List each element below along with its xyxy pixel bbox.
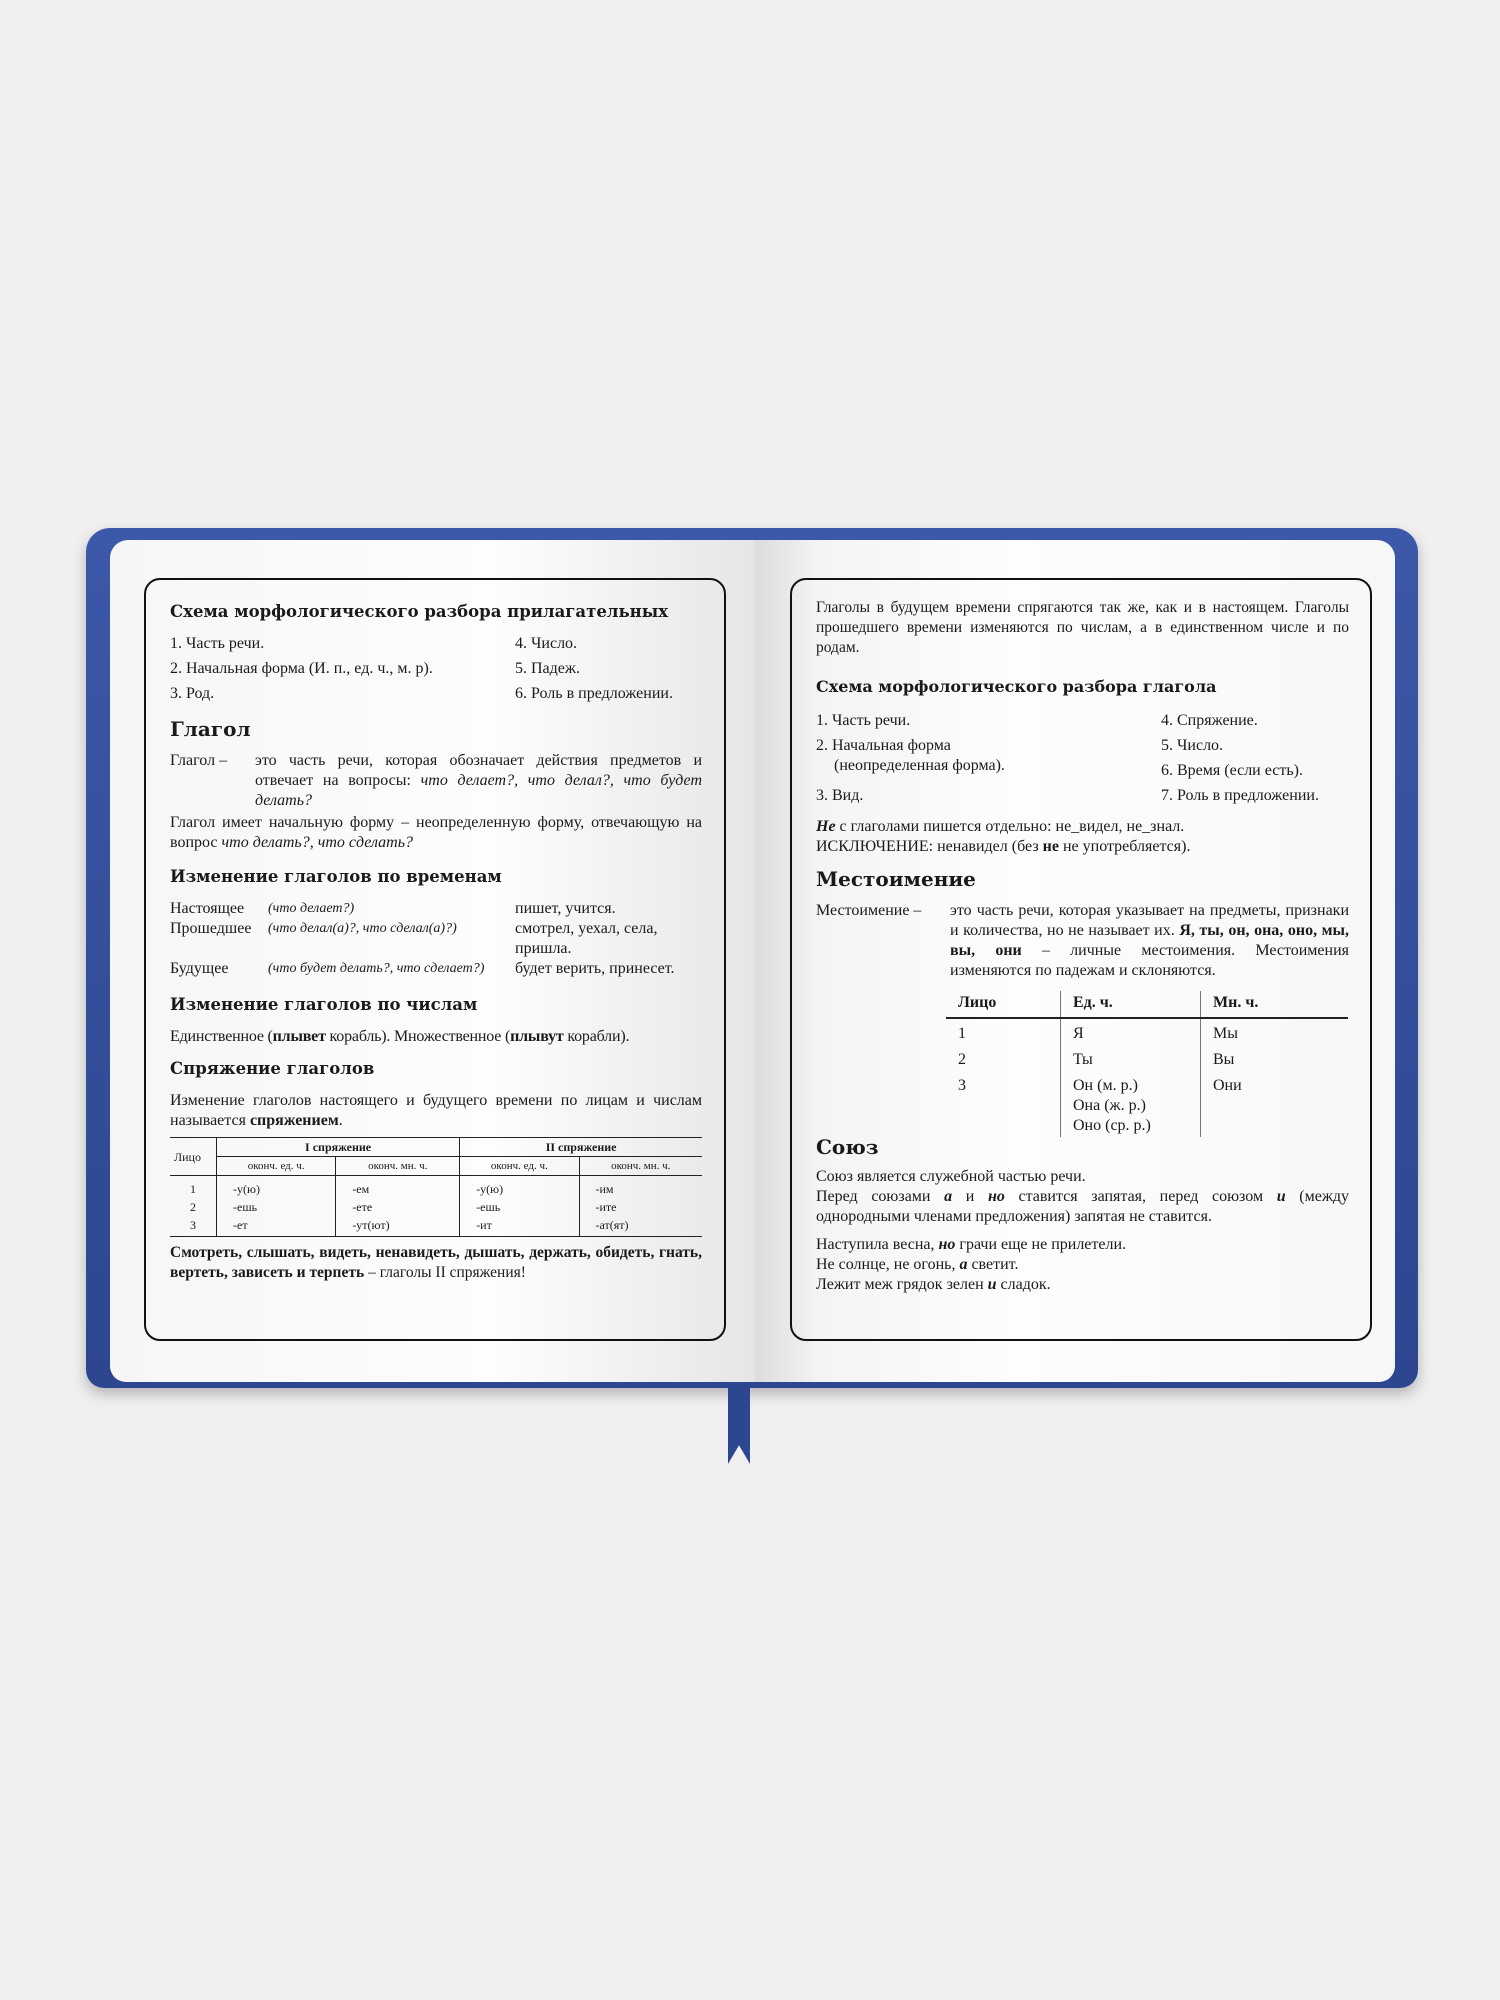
cell: -ите	[595, 1200, 617, 1214]
table-row	[946, 1045, 1348, 1071]
text: это часть речи, которая указывает на предметы, признаки и количества, но не называет их.	[950, 902, 1349, 939]
text: светит.	[967, 1256, 1019, 1273]
list-item: 3. Вид.	[816, 787, 864, 804]
bold: плывут	[510, 1028, 564, 1045]
text: ненавидел (без	[933, 838, 1043, 855]
list-item: 3. Род.	[170, 685, 215, 702]
bold: Я, ты, он, она, оно, мы, вы, они	[950, 922, 1350, 959]
numbers-text	[170, 1027, 702, 1047]
text: грачи еще не прилетели.	[955, 1236, 1127, 1253]
tense-name: Прошедшее	[170, 920, 252, 937]
tense-example: пишет, учится.	[515, 900, 616, 917]
verb-initial-form	[170, 813, 702, 853]
text: (между однородными членами предложения) запятая не ставится.	[816, 1188, 1350, 1225]
conjugation-exceptions	[170, 1243, 702, 1283]
cell: -у(ю)	[217, 1176, 336, 1199]
tense-question: (что делал(а)?, что сделал(а)?)	[268, 921, 457, 936]
table-header: оконч. ед. ч.	[460, 1157, 579, 1176]
cell: 2	[958, 1051, 966, 1068]
cell: Ты	[1061, 1045, 1201, 1071]
verb-heading: Глагол	[170, 717, 251, 741]
text: Глагол имеет начальную форму – неопределенную форму, отвечающую на вопрос	[170, 814, 702, 851]
table-header: оконч. мн. ч.	[336, 1157, 460, 1176]
cell: 1	[170, 1176, 217, 1199]
cell: 3	[958, 1077, 966, 1094]
bold: и	[987, 1276, 997, 1293]
term: спряжением	[249, 1112, 339, 1129]
cell: -ет	[217, 1216, 336, 1237]
cell: Она (ж. р.)	[1073, 1097, 1146, 1114]
table-header: оконч. мн. ч.	[611, 1160, 671, 1172]
ne-rule	[816, 817, 1349, 837]
bold: плывет	[272, 1028, 326, 1045]
text: Не солнце, не огонь,	[816, 1256, 960, 1273]
verb-scheme-title: Схема морфологического разбора глагола	[816, 677, 1217, 696]
text: сладок.	[996, 1276, 1051, 1293]
tense-example: будет верить, принесет.	[515, 960, 675, 977]
text: Лежит меж грядок зелен	[816, 1276, 988, 1293]
conjugation-table	[170, 1137, 702, 1237]
list-item: 4. Спряжение.	[1161, 712, 1258, 729]
numbers-heading: Изменение глаголов по числам	[170, 995, 478, 1014]
verb-definition	[170, 751, 702, 811]
definition-text: это часть речи, которая обозначает действия предметов и отвечает на вопросы:	[255, 752, 702, 789]
adjective-scheme-list	[170, 634, 702, 704]
pronoun-heading: Местоимение	[816, 867, 976, 891]
right-page-content	[816, 598, 1349, 1295]
table-row	[946, 1018, 1348, 1045]
cell: Я	[1061, 1018, 1201, 1045]
conjugation-heading: Спряжение глаголов	[170, 1059, 375, 1078]
list-item: 7. Роль в предложении.	[1161, 787, 1319, 804]
cell: -ит	[460, 1216, 579, 1237]
cell: -ат(ят)	[595, 1218, 629, 1232]
list-item: 5. Число.	[1161, 737, 1224, 754]
table-row	[170, 1198, 702, 1216]
text: Перед союзами	[816, 1188, 945, 1205]
cell: 1	[958, 1025, 966, 1042]
pronoun-table	[946, 991, 1348, 1137]
union-rule	[816, 1187, 1349, 1227]
cell: Он (м. р.)	[1073, 1077, 1138, 1094]
list-item: 2. Начальная форма (И. п., ед. ч., м. р).	[170, 660, 433, 677]
cell: -ете	[336, 1198, 460, 1216]
bold: а	[959, 1256, 968, 1273]
cell: 2	[170, 1198, 217, 1216]
text: не употребляется).	[1058, 838, 1191, 855]
table-header: Лицо	[946, 991, 1061, 1018]
tense-row	[170, 899, 702, 919]
cell: Вы	[1201, 1045, 1349, 1071]
list-item: 6. Роль в предложении.	[515, 685, 673, 702]
table-header: оконч. ед. ч.	[217, 1157, 336, 1176]
bookmark-ribbon[interactable]	[728, 1370, 750, 1464]
cell: Оно (ср. р.)	[1073, 1117, 1151, 1134]
future-tense-intro: Глаголы в будущем времени спрягаются так же, как и в настоящем. Глаголы прошедшего времени изменяются по числам, а в единственном числе и по родам.	[816, 599, 1349, 656]
table-header: Ед. ч.	[1061, 991, 1201, 1018]
bold: а	[944, 1188, 953, 1205]
tenses-heading: Изменение глаголов по временам	[170, 867, 502, 886]
cell: -им	[595, 1182, 614, 1196]
bold: не	[1042, 838, 1059, 855]
bold: Не	[816, 818, 836, 835]
table-row	[170, 1176, 702, 1199]
tense-question: (что будет делать?, что сделает?)	[268, 961, 485, 976]
text: – личные местоимения.	[1021, 942, 1236, 959]
tense-row	[170, 959, 702, 979]
questions: что делать?, что сделать?	[221, 834, 413, 851]
list-item: 2. Начальная форма	[816, 737, 951, 754]
pronoun-definition	[816, 901, 1349, 981]
list-item: (неопределенная форма).	[834, 757, 1005, 774]
table-header: II спряжение	[460, 1138, 702, 1157]
text: – глаголы II спряжения!	[364, 1264, 526, 1281]
tenses-list	[170, 899, 702, 979]
verb-scheme-list	[816, 711, 1349, 806]
cell: 3	[170, 1216, 217, 1237]
cell: -у(ю)	[460, 1176, 579, 1199]
text: ИСКЛЮЧЕНИЕ:	[816, 838, 934, 855]
conjugation-text: Изменение глаголов настоящего и будущего времени по лицам и числам называется спряжением.	[170, 1092, 702, 1129]
tense-example: смотрел, уехал, села, пришла.	[515, 920, 658, 957]
union-definition: Союз является служебной частью речи.	[816, 1168, 1086, 1185]
union-example	[816, 1275, 1349, 1295]
adjective-scheme-title: Схема морфологического разбора прилагательных	[170, 602, 669, 621]
term: Глагол –	[170, 752, 228, 769]
text: Единственное (	[170, 1028, 273, 1045]
cell: Они	[1201, 1071, 1349, 1137]
list-item: 4. Число.	[515, 635, 578, 652]
table-row	[170, 1216, 702, 1237]
list-item: 5. Падеж.	[515, 660, 580, 677]
tense-name: Будущее	[170, 960, 229, 977]
bold: но	[987, 1188, 1005, 1205]
tense-row	[170, 919, 702, 959]
union-example	[816, 1255, 1349, 1275]
tense-name: Настоящее	[170, 900, 245, 917]
cell: -ем	[336, 1176, 460, 1199]
cell: -ут(ют)	[336, 1216, 460, 1237]
text: ставится запятая, перед союзом	[1004, 1188, 1277, 1205]
cell: Мы	[1201, 1018, 1349, 1045]
term: Местоимение –	[816, 902, 922, 919]
text: корабли).	[563, 1028, 630, 1045]
list-item: 6. Время (если есть).	[1161, 762, 1303, 779]
table-header: Мн. ч.	[1201, 991, 1349, 1018]
bold: Смотреть, слышать, видеть, ненавидеть, дышать, держать, обидеть, гнать, вертеть, зависеть и терпеть	[170, 1244, 702, 1281]
table-row	[946, 1071, 1348, 1137]
tense-question: (что делает?)	[268, 901, 355, 916]
bold: и	[1276, 1188, 1286, 1205]
union-heading: Союз	[816, 1135, 879, 1159]
list-item: 1. Часть речи.	[816, 712, 911, 729]
text: Местоимения изменяются по падежам и склоняются.	[950, 942, 1350, 979]
definition-questions: что делает?, что делал?, что будет делать?	[255, 772, 702, 809]
cell: -ешь	[460, 1198, 579, 1216]
text: и	[952, 1188, 988, 1205]
text: корабль). Множественное (	[325, 1028, 511, 1045]
text: Наступила весна,	[816, 1236, 939, 1253]
bold: но	[938, 1236, 956, 1253]
table-header: I спряжение	[217, 1138, 460, 1157]
list-item: 1. Часть речи.	[170, 635, 265, 652]
left-page-content	[170, 598, 702, 1283]
ne-exception	[816, 837, 1349, 857]
text: с глаголами пишется отдельно: не_видел, не_знал.	[835, 818, 1185, 835]
table-header: Лицо	[170, 1138, 217, 1176]
cell: -ешь	[217, 1198, 336, 1216]
text: Изменение глаголов настоящего и будущего времени по лицам и числам называется	[170, 1092, 702, 1129]
union-example	[816, 1235, 1349, 1255]
